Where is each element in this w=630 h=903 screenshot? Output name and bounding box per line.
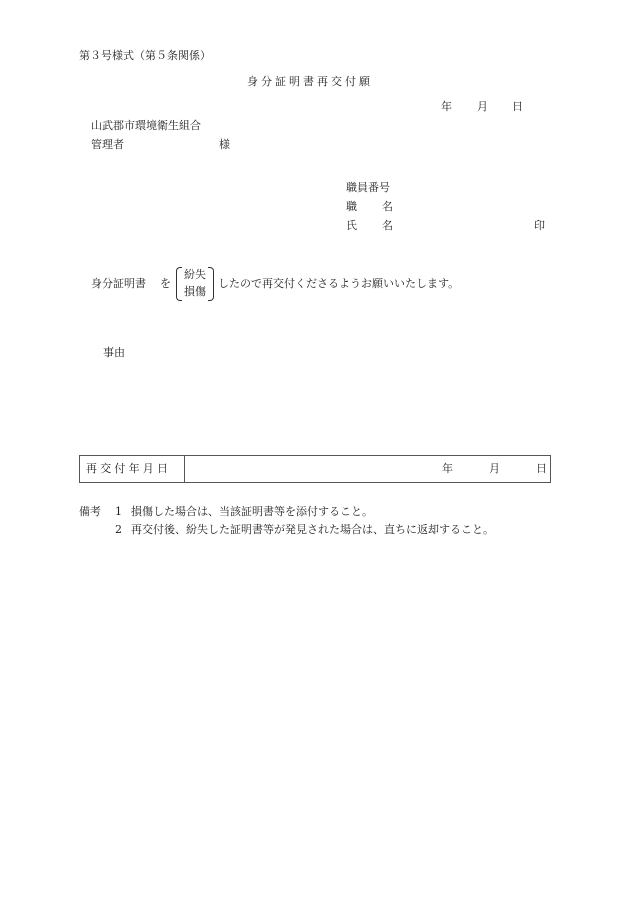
reissue-date-table <box>79 455 551 483</box>
document-title: 身分証明書再交付願 <box>247 75 373 88</box>
option-damaged: 損傷 <box>184 285 206 298</box>
position-label-2: 名 <box>382 200 393 213</box>
date-day-label: 日 <box>512 100 523 113</box>
note-2-number: 2 <box>115 523 122 536</box>
addressee-role: 管理者 <box>91 138 124 151</box>
reason-label: 事由 <box>103 346 125 359</box>
name-label-2: 名 <box>382 219 393 232</box>
reissue-month-label: 月 <box>489 462 500 475</box>
request-body: したので再交付くださるようお願いいたします。 <box>218 277 460 290</box>
reissue-year-label: 年 <box>442 462 453 475</box>
left-bracket <box>176 267 182 301</box>
name-label-1: 氏 <box>346 219 357 232</box>
right-bracket <box>208 267 214 301</box>
notes-heading: 備考 <box>79 505 101 518</box>
position-label-1: 職 <box>346 200 357 213</box>
reissue-date-label: 再交付年月日 <box>80 456 185 482</box>
employee-number-label: 職員番号 <box>346 181 390 194</box>
reissue-day-label: 日 <box>536 462 547 475</box>
form-number: 第３号様式（第５条関係） <box>79 49 211 62</box>
addressee-organization: 山武郡市環境衛生組合 <box>91 119 201 132</box>
note-2-text: 再交付後、紛失した証明書等が発見された場合は、直ちに返却すること。 <box>131 523 494 536</box>
date-year-label: 年 <box>441 100 452 113</box>
option-lost: 紛失 <box>184 268 206 281</box>
seal-mark: 印 <box>534 219 545 232</box>
date-month-label: 月 <box>477 100 488 113</box>
addressee-honorific: 様 <box>219 138 230 151</box>
note-1-number: 1 <box>115 505 122 518</box>
request-subject: 身分証明書 <box>91 277 146 290</box>
request-particle: を <box>160 277 171 290</box>
note-1-text: 損傷した場合は、当該証明書等を添付すること。 <box>131 505 373 518</box>
